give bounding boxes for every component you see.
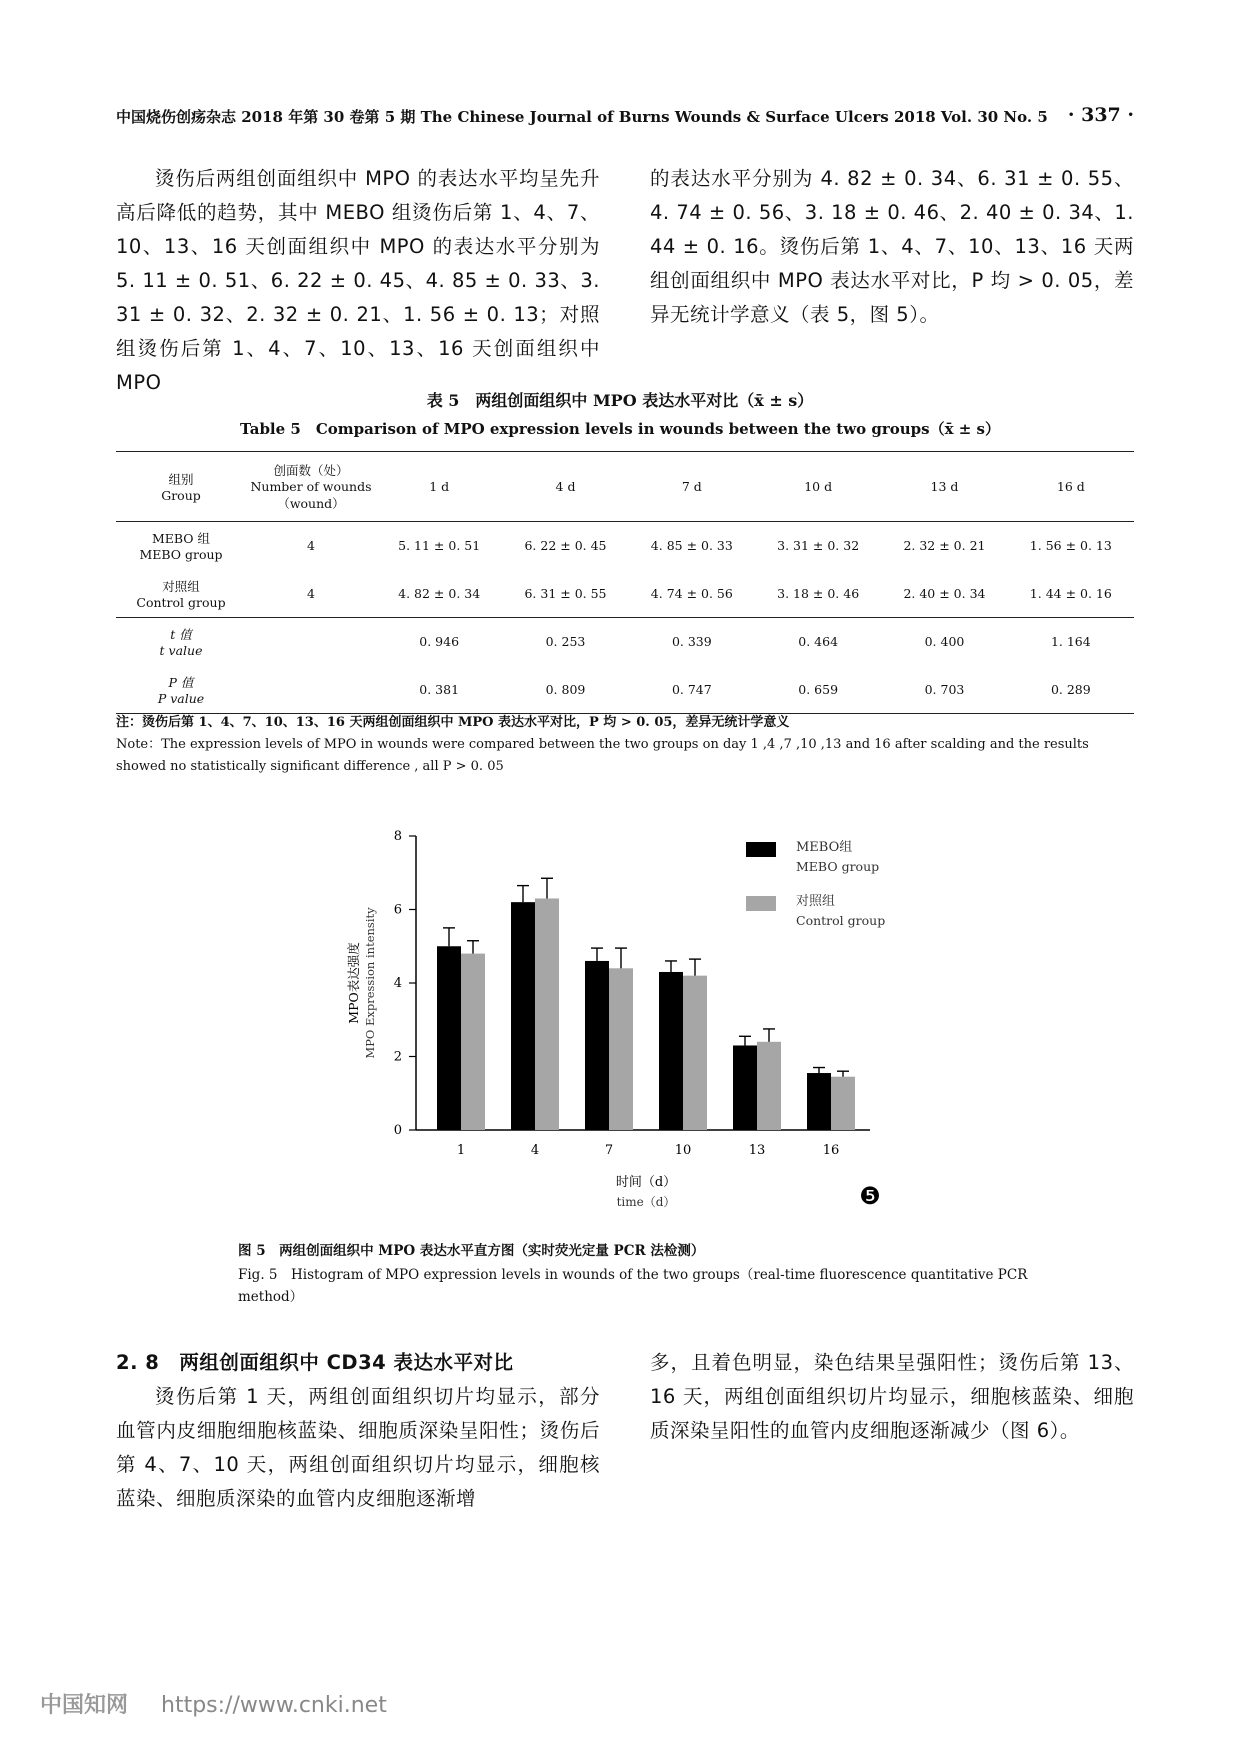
table-cell: 0. 381 [419, 681, 460, 697]
table-cell: 1. 44 ± 0. 16 [1029, 585, 1112, 601]
table-note-cn: 注：烫伤后第 1、4、7、10、13、16 天两组创面组织中 MPO 表达水平对比，P 均 > 0. 05，差异无统计学意义 [116, 715, 790, 730]
table-header-cell: 7 d [681, 479, 702, 494]
paragraph: 烫伤后两组创面组织中 MPO 的表达水平均呈先升高后降低的趋势，其中 MEBO 组烫伤后第 1、4、7、10、13、16 天创面组织中 MPO 的表达水平分别为 5. 11 ± 0. 51、6. 22 ± 0. 45、4. 85 ± 0. 33、3. 31 ± 0. 32、2. 32 ± 0. 21、1. 56 ± 0. 13；对照组烫伤后第 1、4、7、10、13、16 天创面组织中 MPO [116, 167, 600, 394]
table-note-en: Note：The expression levels of MPO in wounds were compared between the two groups on day 1 ,4 ,7 ,10 ,13 and 16 after scalding and the results showed no statistically significant difference , all P > 0. 05 [116, 737, 1089, 774]
table-cell: 0. 946 [419, 634, 460, 650]
paragraph: 烫伤后第 1 天，两组创面组织切片均显示，部分血管内皮细胞细胞核蓝染、细胞质深染呈阳性；烫伤后第 4、7、10 天，两组创面组织切片均显示，细胞核蓝染、细胞质深染的血管内皮细胞逐渐增 [116, 1385, 600, 1510]
legend-swatch [746, 842, 776, 857]
data-table [116, 451, 1134, 714]
paragraph: 多，且着色明显，染色结果呈强阳性；烫伤后第 13、16 天，两组创面组织切片均显示，细胞核蓝染、细胞质深染呈阳性的血管内皮细胞逐渐减少（图 6）。 [650, 1351, 1134, 1442]
journal-citation: 中国烧伤创疡杂志 2018 年第 30 卷第 5 期 The Chinese Journal of Burns Wounds & Surface Ulcers 2018 Vol. 30 No. 5 [116, 108, 1048, 126]
running-header [116, 106, 1134, 132]
table-cell: 4. 74 ± 0. 56 [650, 585, 733, 601]
table-title-en: Table 5 Comparison of MPO expression levels in wounds between the two groups（x̄ ± s） [240, 420, 1000, 438]
table-cell: 1. 164 [1050, 634, 1091, 650]
table-row [116, 522, 1134, 570]
table-cell: MEBO 组 MEBO group [139, 531, 223, 563]
x-tick-label: 10 [674, 1143, 692, 1158]
y-tick-label: 0 [393, 1123, 402, 1138]
x-tick-label: 13 [748, 1143, 766, 1158]
y-tick-label: 4 [393, 976, 402, 991]
table-row [116, 570, 1134, 618]
legend-swatch [746, 896, 776, 911]
table-row [116, 618, 1134, 666]
body-text-right-bottom [650, 1346, 1134, 1448]
y-tick-label: 8 [393, 829, 402, 844]
x-tick-label: 4 [530, 1143, 540, 1158]
table-cell: 1. 56 ± 0. 13 [1029, 538, 1112, 554]
table-header-cell: 1 d [429, 479, 450, 494]
bar [511, 902, 535, 1130]
table-cell: 0. 809 [545, 681, 586, 697]
cnki-url[interactable]: https://www.cnki.net [161, 1693, 387, 1718]
table-cell: 0. 253 [545, 634, 586, 650]
table-cell: 4 [307, 538, 315, 554]
table-header-cell: 组别 Group [161, 472, 201, 503]
x-axis-label-en: time（d） [616, 1195, 676, 1209]
bar-chart [330, 800, 910, 1220]
paragraph: 的表达水平分别为 4. 82 ± 0. 34、6. 31 ± 0. 55、4. 74 ± 0. 56、3. 18 ± 0. 46、2. 40 ± 0. 34、1. 44 ± 0. 16。烫伤后第 1、4、7、10、13、16 天两组创面组织中 MPO 表达水平对比，P 均 > 0. 05，差异无统计学意义（表 5，图 5）。 [650, 167, 1134, 326]
table-cell: 对照组 Control group [136, 578, 226, 610]
page-number: · 337 · [1067, 104, 1134, 126]
x-tick-label: 16 [822, 1143, 840, 1158]
table-cell [246, 618, 376, 666]
bar [437, 946, 461, 1130]
table-header-cell: 创面数（处） Number of wounds （wound） [250, 463, 372, 511]
cnki-logo: 中国知网 [40, 1693, 129, 1718]
y-axis-label-en: MPO Expression intensity [363, 907, 377, 1059]
table-header-cell: 10 d [804, 479, 833, 494]
table-cell: 3. 31 ± 0. 32 [777, 538, 860, 554]
table-header-cell: 4 d [555, 479, 576, 494]
table-row [116, 666, 1134, 714]
table-cell: 3. 18 ± 0. 46 [777, 585, 860, 601]
x-tick-label: 1 [456, 1143, 466, 1158]
table-cell: 6. 31 ± 0. 55 [524, 585, 607, 601]
legend-label: 对照组 [796, 894, 836, 909]
bar [461, 954, 485, 1130]
table-cell: 6. 22 ± 0. 45 [524, 538, 607, 554]
section-heading: 2. 8 两组创面组织中 CD34 表达水平对比 [116, 1351, 514, 1374]
table-cell: 0. 464 [798, 634, 839, 650]
table-cell: 0. 747 [671, 681, 712, 697]
body-text-left-top [116, 162, 600, 400]
table-cell: 0. 703 [924, 681, 965, 697]
table-cell: 4. 82 ± 0. 34 [398, 585, 481, 601]
body-text-left-bottom [116, 1346, 600, 1516]
figure-caption-cn: 图 5 两组创面组织中 MPO 表达水平直方图（实时荧光定量 PCR 法检测） [238, 1243, 705, 1259]
bar [659, 972, 683, 1130]
table-cell: t 值 t value [159, 627, 203, 659]
figure-caption-en: Fig. 5 Histogram of MPO expression levels in wounds of the two groups（real-time fluorescence quantitative PCR method） [238, 1267, 1028, 1305]
legend-label-en: MEBO group [796, 859, 880, 874]
table-cell: 2. 40 ± 0. 34 [903, 585, 986, 601]
figure-number-badge: ❺ [859, 1182, 881, 1210]
table-cell: 5. 11 ± 0. 51 [398, 538, 481, 554]
table-header-cell: 16 d [1056, 479, 1085, 494]
table-title-cn: 表 5 两组创面组织中 MPO 表达水平对比（x̄ ± s） [426, 391, 814, 410]
x-tick-label: 7 [604, 1143, 614, 1158]
table-cell: 4 [307, 585, 315, 601]
y-tick-label: 2 [393, 1049, 402, 1065]
bar [757, 1042, 781, 1130]
table-cell: 2. 32 ± 0. 21 [903, 538, 986, 554]
x-axis-label: 时间（d） [615, 1175, 677, 1190]
y-tick-label: 6 [393, 902, 402, 918]
bar [585, 961, 609, 1130]
table-header-cell: 13 d [930, 479, 959, 494]
bar [683, 976, 707, 1130]
table-cell: 0. 289 [1050, 681, 1091, 697]
bar [535, 898, 559, 1130]
table-cell: P 值 P value [157, 674, 205, 706]
table-cell: 0. 659 [798, 681, 839, 697]
table-cell: 0. 339 [671, 634, 712, 650]
table-cell [246, 666, 376, 714]
table-cell: 4. 85 ± 0. 33 [650, 538, 733, 554]
legend-label: MEBO组 [796, 840, 853, 855]
bar [807, 1073, 831, 1130]
bar [733, 1045, 757, 1130]
footer [40, 1688, 387, 1719]
legend-label-en: Control group [796, 913, 886, 928]
bar [831, 1077, 855, 1130]
table-cell: 0. 400 [924, 634, 965, 650]
y-axis-label: MPO表达强度 [346, 942, 361, 1024]
bar [609, 968, 633, 1130]
body-text-right-top [650, 162, 1134, 332]
